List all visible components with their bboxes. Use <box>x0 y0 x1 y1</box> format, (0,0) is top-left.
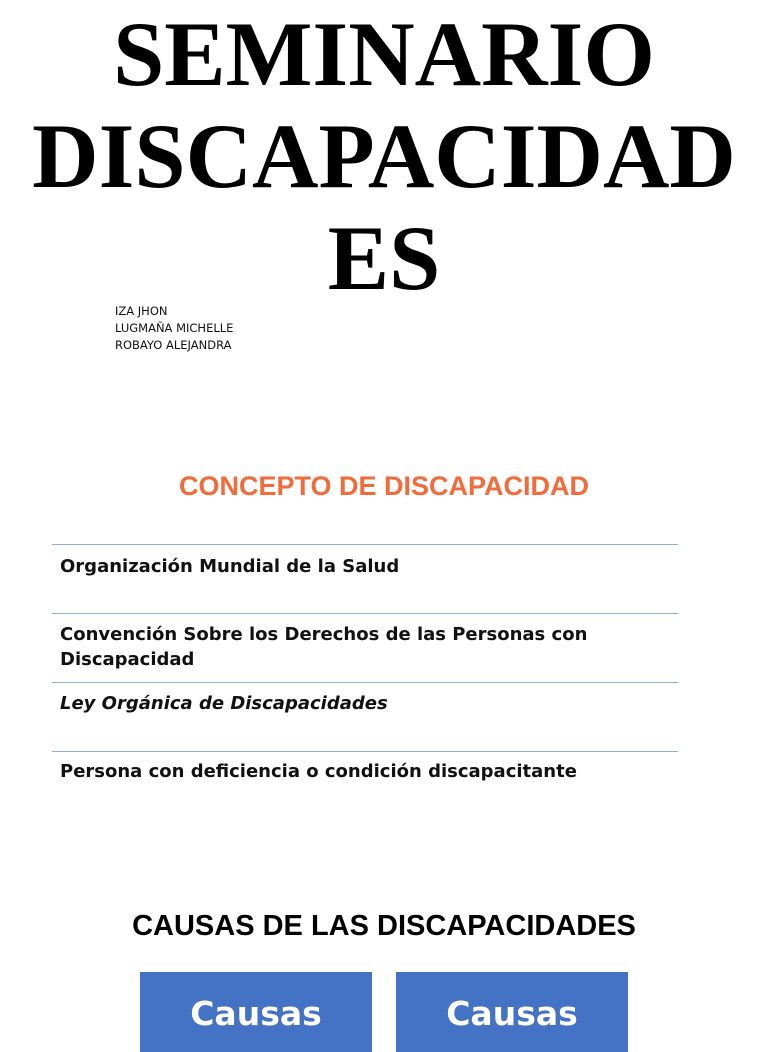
list-item: Organización Mundial de la Salud <box>52 544 678 613</box>
document-title <box>0 0 768 309</box>
list-item: Ley Orgánica de Discapacidades <box>52 682 678 751</box>
author-name: ROBAYO ALEJANDRA <box>115 338 232 352</box>
author-name: LUGMAÑA MICHELLE <box>115 321 234 335</box>
concept-heading: CONCEPTO DE DISCAPACIDAD <box>178 471 590 501</box>
cause-box: Causas <box>396 972 628 1052</box>
concept-list <box>52 544 678 811</box>
list-item: Persona con deficiencia o condición discapacitante <box>52 751 678 811</box>
title-line-3: ES <box>327 207 441 309</box>
author-name: IZA JHON <box>115 304 168 318</box>
list-item: Convención Sobre los Derechos de las Personas con Discapacidad <box>52 613 678 682</box>
author-list <box>115 303 233 354</box>
title-line-2: DISCAPACIDAD <box>32 105 736 207</box>
cause-box: Causas <box>140 972 372 1052</box>
causes-heading: CAUSAS DE LAS DISCAPACIDADES <box>132 910 636 942</box>
title-line-1: SEMINARIO <box>113 3 655 105</box>
